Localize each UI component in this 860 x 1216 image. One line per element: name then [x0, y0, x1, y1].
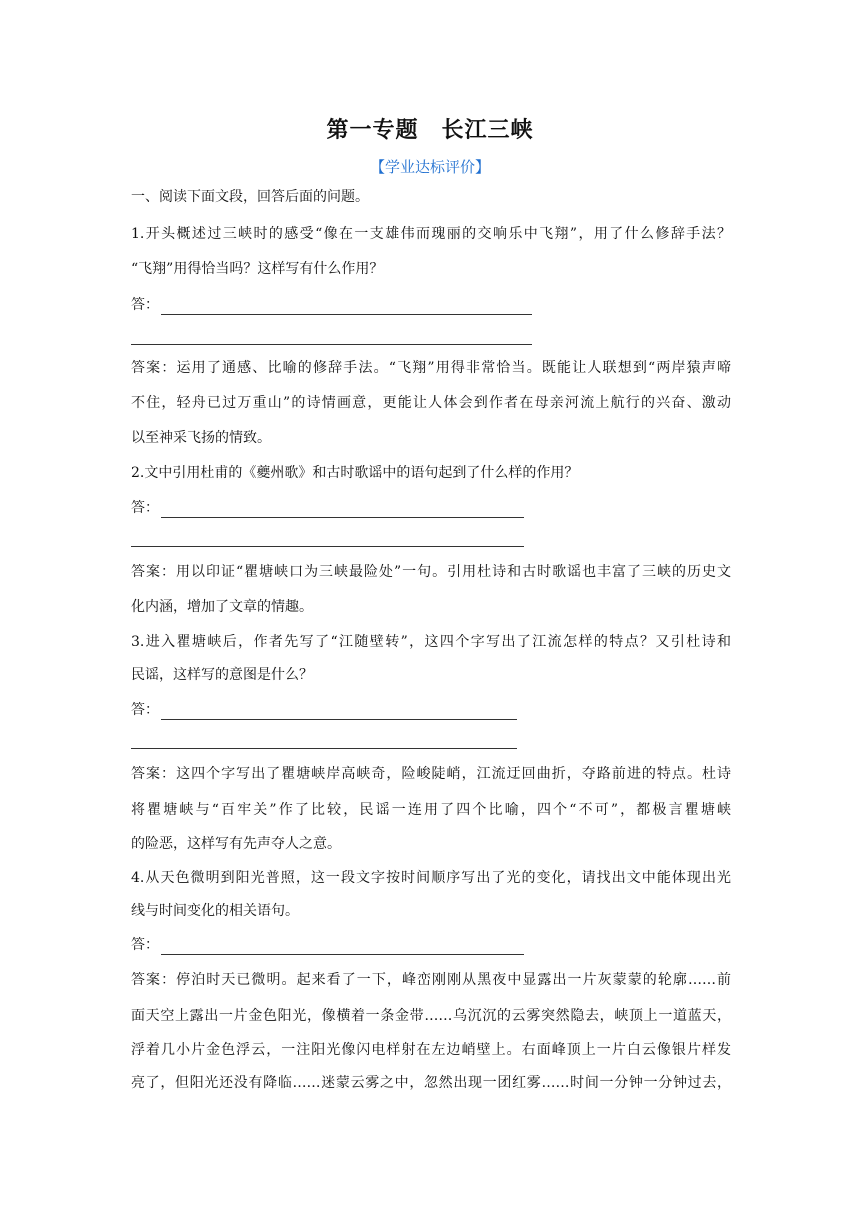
- answer-prompt: 答：: [131, 937, 159, 953]
- answer-2-line-1: 答案：用以印证“瞿塘峡口为三峡最险处”一句。引用杜诗和古时歌谣也丰富了三峡的历史文: [131, 564, 731, 580]
- answer-prompt: 答：: [131, 500, 159, 516]
- answer-blank[interactable]: [161, 300, 532, 315]
- answer-prompt: 答：: [131, 297, 159, 313]
- answer-2-line-2: 化内涵，增加了文章的情趣。: [131, 599, 313, 615]
- answer-blank[interactable]: [131, 546, 524, 547]
- answer-3-line-2: 将瞿塘峡与“百牢关”作了比较，民谣一连用了四个比喻，四个“不可”，都极言瞿塘峡: [131, 802, 731, 818]
- answer-1-line-3: 以至神采飞扬的情致。: [131, 430, 271, 446]
- answer-3-line-1: 答案：这四个字写出了瞿塘峡岸高峡奇，险峻陡峭，江流迂回曲折，夺路前进的特点。杜诗: [131, 766, 731, 782]
- answer-1-line-1: 答案：运用了通感、比喻的修辞手法。“飞翔”用得非常恰当。既能让人联想到“两岸猿声啼: [131, 360, 731, 376]
- answer-4-line-1: 答案：停泊时天已微明。起来看了一下，峰峦刚刚从黑夜中显露出一片灰蒙蒙的轮廓……前: [131, 972, 731, 988]
- answer-blank[interactable]: [161, 940, 524, 955]
- question-3-line-2: 民谣，这样写的意图是什么？: [131, 667, 313, 683]
- question-1-line-2: “飞翔”用得恰当吗？这样写有什么作用？: [131, 261, 384, 277]
- answer-prompt: 答：: [131, 702, 159, 718]
- question-3-line-1: 3.进入瞿塘峡后，作者先写了“江随壁转”，这四个字写出了江流怎样的特点？又引杜诗和: [131, 634, 731, 650]
- question-4-line-2: 线与时间变化的相关语句。: [131, 903, 299, 919]
- answer-3-line-3: 的险恶，这样写有先声夺人之意。: [131, 836, 341, 852]
- answer-4-line-3: 浮着几小片金色浮云，一注阳光像闪电样射在左边峭壁上。右面峰顶上一片白云像银片样发: [131, 1042, 731, 1058]
- question-2-line-1: 2.文中引用杜甫的《夔州歌》和古时歌谣中的语句起到了什么样的作用？: [131, 465, 579, 481]
- answer-4-line-2: 面天空上露出一片金色阳光，像横着一条金带……乌沉沉的云雾突然隐去，峡顶上一道蓝天，: [131, 1008, 731, 1024]
- page-title: 第一专题 长江三峡: [326, 118, 534, 143]
- answer-field-2[interactable]: [131, 498, 524, 518]
- answer-field-3[interactable]: [131, 700, 517, 720]
- answer-blank[interactable]: [161, 503, 524, 518]
- answer-blank[interactable]: [131, 344, 532, 345]
- answer-field-4[interactable]: [131, 935, 524, 955]
- answer-field-1[interactable]: [131, 295, 532, 315]
- section-subtitle: 【学业达标评价】: [369, 158, 490, 176]
- instruction: 一、阅读下面文段，回答后面的问题。: [131, 189, 369, 205]
- answer-4-line-4: 亮了，但阳光还没有降临……迷蒙云雾之中，忽然出现一团红雾……时间一分钟一分钟过去，: [131, 1075, 731, 1091]
- question-4-line-1: 4.从天色微明到阳光普照，这一段文字按时间顺序写出了光的变化，请找出文中能体现出光: [131, 870, 731, 886]
- answer-1-line-2: 不住，轻舟已过万重山”的诗情画意，更能让人体会到作者在母亲河流上航行的兴奋、激动: [131, 395, 731, 411]
- answer-blank[interactable]: [131, 748, 517, 749]
- answer-blank[interactable]: [161, 705, 517, 720]
- question-1-line-1: 1.开头概述过三峡时的感受“像在一支雄伟而瑰丽的交响乐中飞翔”，用了什么修辞手法？: [131, 226, 731, 242]
